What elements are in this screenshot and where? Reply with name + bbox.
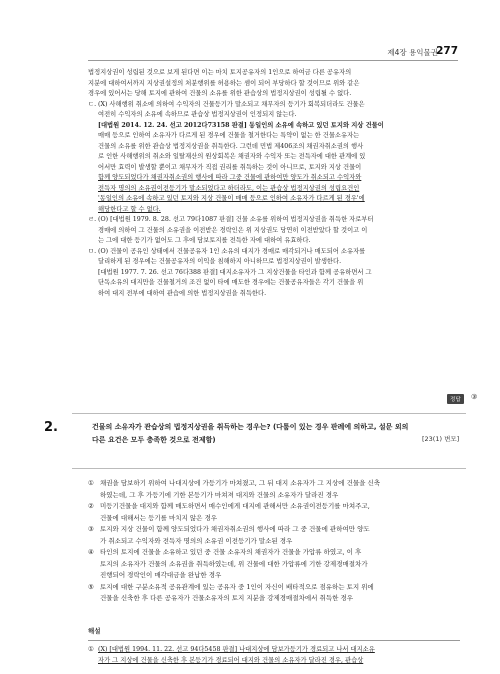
text-line: 로 인한 사해행위의 취소와 일탈재산의 원상회복은 채권자와 수익자 또는 전득자에 대한 관계에 있 (98, 153, 366, 160)
option-line: 건물을 신축한 후 다른 공유자가 건물소유자의 토지 지분을 강제경매절차에서 취득한 경우 (100, 594, 353, 602)
text-line: 경매에 의하여 그 건물의 소유권을 이전받은 경락인은 위 지상권도 당연히 이전받았다 할 것이고 이 (98, 226, 368, 234)
item-mark: ① (88, 646, 94, 653)
option-line: 미등기건물을 대지와 함께 매도하면서 매수인에게 대지에 관해서만 소유권이전등기를 마쳐주고, (100, 502, 370, 510)
option-mark: ① (88, 479, 94, 487)
text-line: 는 그에 대한 등기가 없어도 그 후에 담보토지를 전득한 자에 대하여 유효하다. (98, 237, 311, 244)
option-line: 타인의 토지에 건물을 소유하고 있던 중 건물 소유자의 채권자가 건물을 가압류 하였고, 이 후 (100, 548, 362, 556)
option-line: 가 취소되고 수익자와 전득자 명의의 소유권 이전등기가 말소된 경우 (100, 536, 293, 545)
option-line: 토지의 소유자가 건물의 소유권을 취득하였는데, 위 건물에 대한 가압류에 기한 강제경매절차가 (100, 559, 368, 568)
option-2[interactable] (88, 501, 460, 524)
item-r (88, 215, 458, 247)
question-number: 2. (44, 420, 58, 435)
option-line: 토지와 지상 건물이 함께 양도되었다가 채권자취소권의 행사에 따라 그 중 건물에 관하여만 양도 (100, 525, 370, 533)
answer-label: 정답 (447, 394, 464, 404)
option-4[interactable] (88, 547, 460, 582)
text-line: 어서만 효력이 발생할 뿐이고 채무자가 직접 권리를 취득하는 것이 아니므로, 토지와 지상 건물이 (98, 163, 362, 171)
option-mark: ④ (88, 548, 94, 556)
text-line: 자가 그 지상에 건물을 신축한 후 본등기가 경료되어 대지와 건물의 소유자가 달라진 경우, 관습상 (98, 656, 364, 664)
question-text (92, 421, 452, 447)
text-line: 전득자 명의의 소유권이전등기가 말소되었다고 하더라도, 이는 관습상 법정지상권의 성립요건인 (98, 184, 360, 192)
item-mark: ㅁ. (88, 247, 97, 255)
option-mark: ② (88, 502, 94, 510)
option-3[interactable] (88, 524, 460, 547)
answer-explanation-prev (88, 68, 458, 299)
option-mark: ⑤ (88, 582, 94, 591)
text-line: 지분에 대하여서까지 지상권설정의 처분행위를 허용하는 셈이 되어 부당하다 할 것이므로 위와 같은 (88, 79, 360, 87)
option-line: 건물에 대해서는 등기를 마치지 않은 경우 (100, 513, 218, 522)
text-line: [대법원 2014. 12. 24. 선고 2012다73158 판결] 동일인의 소유에 속하고 있던 토지와 지상 건물이 (98, 121, 384, 129)
explanation-rule (88, 640, 460, 641)
explanation-label: 해설 (88, 627, 101, 635)
option-line: 하였는데, 그 후 가등기에 기한 본등기가 마쳐져 대지와 건물의 소유자가 달라진 경우 (100, 490, 339, 499)
chapter-title: 제4장 용익물권 (387, 48, 438, 57)
question-source-tag: [23(1) 변모] (422, 435, 460, 443)
text-line: (X) [대법원 1994. 11. 22. 선고 94다5458 판결] 나대지상에 담보가등기가 경료되고 나서 대지소유 (98, 646, 375, 653)
question-line: 다른 요건은 모두 충족한 것으로 전제함) (92, 436, 216, 444)
item-c (88, 100, 458, 216)
text-line: (X) 사해행위 취소에 의하여 수익자의 건물등기가 말소되고 채무자의 등기가 회복되더라도 건물은 (98, 100, 365, 108)
text-line: (O) 건물이 공유인 상태에서 건물공유자 1인 소유의 대지가 경매로 매각되거나 매도되어 소유자를 (98, 247, 366, 255)
item-mark: ㄹ. (88, 216, 97, 223)
option-line: 진행되어 경락인이 매각대금을 완납한 경우 (100, 571, 222, 579)
item-mark: ㄷ. (88, 100, 97, 108)
page-header (0, 44, 500, 60)
text-line: 매매 등으로 인하여 소유자가 다르게 된 경우에 건물을 철거한다는 특약이 없는 한 건물소유자는 (98, 132, 360, 139)
text-line: 단독소유의 대지만을 건물철거의 조건 없이 타에 매도한 경우에는 건물공유자들은 각기 건물을 위 (98, 279, 364, 286)
intro-paragraph (88, 68, 458, 100)
option-mark: ③ (88, 525, 94, 533)
text-line: (O) [대법원 1979. 8. 28. 선고 79다1087 판결] 건물 소유를 위하여 법정지상권을 취득한 자로부터 (98, 216, 374, 223)
text-line: '동일인의 소유에 속하고 있던 토지와 지상 건물이 매매 등으로 인하여 소유자가 다르게 된 경우'에 (98, 195, 365, 202)
answer-value: ③ (471, 393, 478, 401)
text-line: 경우에 있어서는 당해 토지에 관하여 건물의 소유를 위한 관습상의 법정지상권이 성립될 수 없다. (88, 90, 352, 97)
header-rule (88, 60, 458, 61)
text-line: 여전히 수익자의 소유에 속하므로 관습상 법정지상권이 인정되지 않는다. (98, 111, 297, 118)
text-line: 법정지상권이 성립된 것으로 보게 된다면 이는 마치 토지공유자의 1인으로 하여금 다른 공유자의 (88, 69, 352, 76)
text-line: 건물의 소유를 위한 관습상 법정지상권을 취득한다. 그런데 민법 제406조의 채권자취소권의 행사 (98, 142, 364, 150)
question-line: 건물의 소유자가 관습상의 법정지상권을 취득하는 경우는? (다툼이 있는 경우 판례에 의하고, 설문 외의 (92, 423, 409, 431)
option-5[interactable] (88, 582, 460, 605)
option-1[interactable] (88, 478, 460, 501)
option-line: 토지에 대한 구분소유적 공유관계에 있는 공유자 중 1인이 자신이 배타적으로 점유하는 토지 위에 (100, 582, 374, 591)
text-line: 함께 양도되었다가 채권자취소권의 행사에 따라 그중 건물에 관하여만 양도가 취소되고 수익자와 (98, 174, 362, 181)
option-line: 채권을 담보하기 위하여 나대지상에 가등기가 마쳐졌고, 그 뒤 대지 소유자가 그 지상에 건물을 신축 (100, 479, 381, 487)
text-line: 하여 대지 전부에 대하여 관습에 의한 법정지상권을 취득한다. (98, 289, 267, 297)
text-line: 해당한다고 할 수 없다. (98, 205, 161, 213)
text-line: [대법원 1977. 7. 26. 선고 76다388 판결] 대지소유자가 그 지상건물을 타인과 함께 공유하면서 그 (98, 268, 372, 276)
text-line: 달리하게 된 경우에는 건물공유자의 이익을 침해하지 아니하므로 법정지상권이 발생한다. (98, 258, 342, 265)
options-list (88, 478, 460, 605)
item-m (88, 247, 458, 300)
page-number: 277 (436, 45, 458, 57)
explanation-item-1 (88, 645, 470, 666)
